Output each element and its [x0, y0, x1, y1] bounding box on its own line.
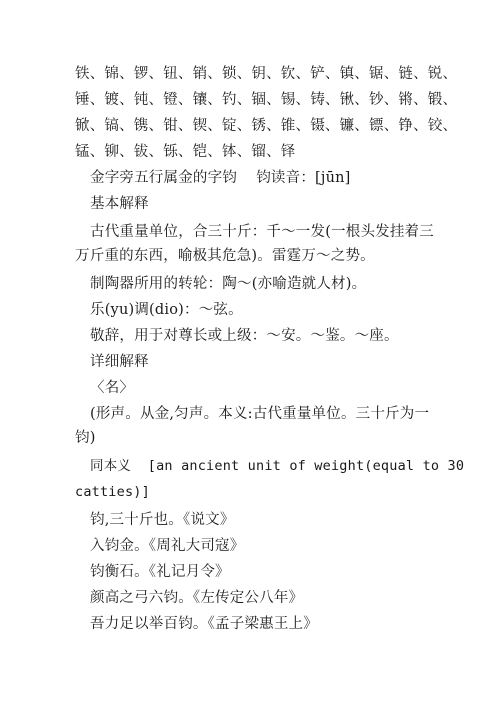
section-basic-meaning: 基本解释: [90, 196, 149, 212]
definition-weight-line-1: 古代重量单位，合三十斤：千～一发(一根头发挂着三: [90, 224, 434, 240]
char-list-line-1: 铁、锦、锣、钮、销、锁、钥、钦、铲、镇、锯、链、锐、: [75, 66, 458, 82]
citation-zuozhuan: 颜高之弓六钧。《左传定公八年》: [90, 590, 304, 606]
etymology-line-2: 钧): [75, 430, 96, 446]
char-list-line-4: 锰、铆、钹、铄、铠、钵、镏、铎: [75, 144, 296, 160]
definition-potter-wheel: 制陶器所用的转轮：陶～(亦喻造就人材)。: [90, 276, 367, 292]
char-list-line-3: 锨、镐、镌、钳、锲、锭、锈、锥、镊、镰、镖、铮、铰、: [75, 118, 458, 134]
definition-music-tune: 乐(yu)调(dio)：～弦。: [90, 302, 243, 318]
part-of-speech-noun: 〈名〉: [90, 380, 135, 396]
char-list-line-2: 锤、镀、钝、镫、镶、钓、锢、锡、铸、锹、钞、锵、锻、: [75, 92, 458, 108]
section-detailed-meaning: 详细解释: [90, 354, 149, 370]
heading-jun-pronunciation: 金字旁五行属金的字钧 钧读音：[jūn]: [90, 170, 351, 186]
english-gloss-line-2: catties)]: [75, 484, 150, 500]
english-gloss-line-1: 同本义 [an ancient unit of weight(equal to 30: [90, 458, 465, 474]
citation-liji: 钧衡石。《礼记月令》: [90, 564, 230, 580]
citation-zhouli: 入钧金。《周礼大司寇》: [90, 538, 245, 554]
definition-weight-line-2: 万斤重的东西，喻极其危急)。雷霆万～之势。: [75, 248, 375, 264]
definition-honorific: 敬辞，用于对尊长或上级：～安。～鉴。～座。: [90, 328, 399, 344]
etymology-line-1: (形声。从金,匀声。本义:古代重量单位。三十斤为一: [90, 406, 430, 422]
citation-shuowen: 钧,三十斤也。《说文》: [90, 512, 235, 528]
citation-mengzi: 吾力足以举百钧。《孟子梁惠王上》: [90, 616, 318, 632]
